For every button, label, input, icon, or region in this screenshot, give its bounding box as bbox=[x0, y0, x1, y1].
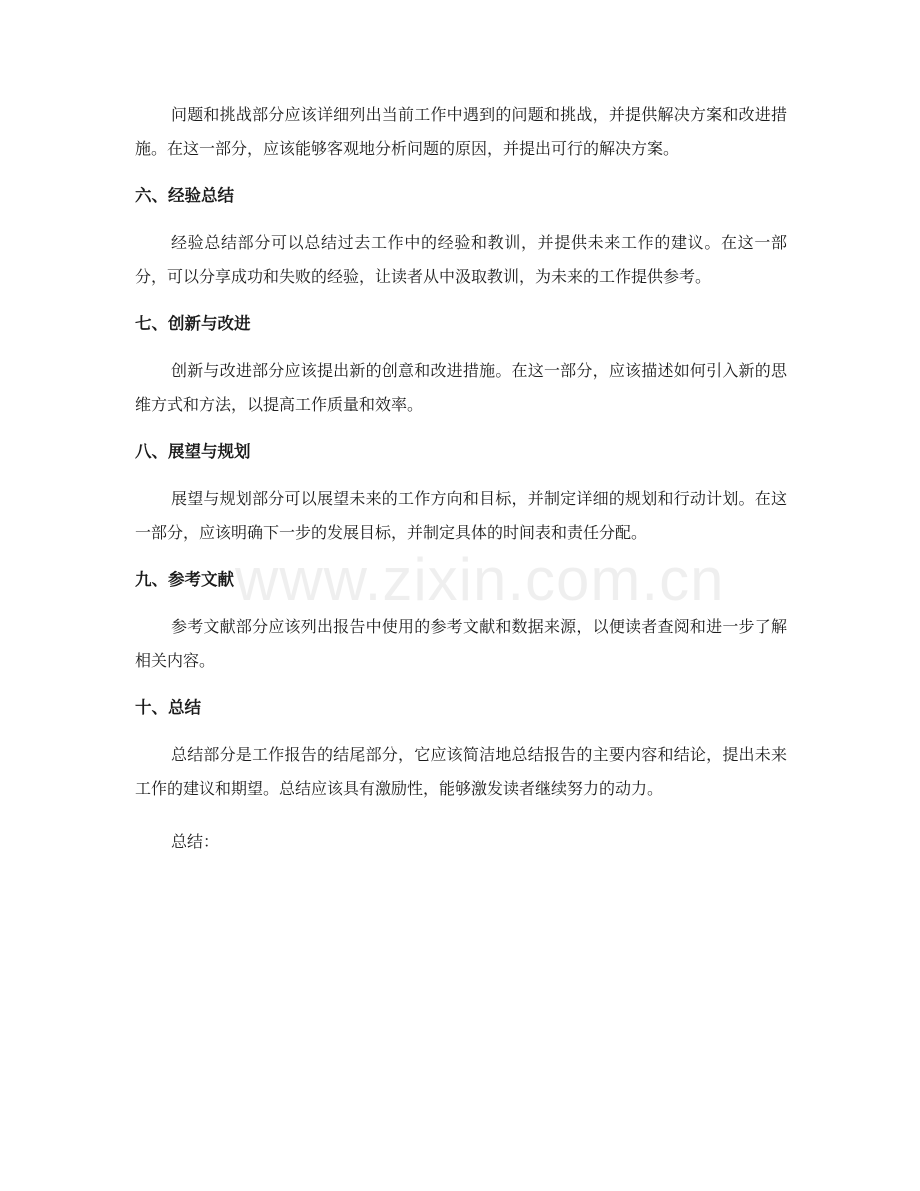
paragraph-conclusion: 总结部分是工作报告的结尾部分，它应该简洁地总结报告的主要内容和结论，提出未来工作的建议和期望。总结应该具有激励性，能够激发读者继续努力的动力。 bbox=[135, 745, 787, 798]
paragraph-experience-summary: 经验总结部分可以总结过去工作中的经验和教训，并提供未来工作的建议。在这一部分，可以分享成功和失败的经验，让读者从中汲取教训，为未来的工作提供参考。 bbox=[135, 233, 787, 286]
paragraph-references: 参考文献部分应该列出报告中使用的参考文献和数据来源，以便读者查阅和进一步了解相关内容。 bbox=[135, 617, 787, 670]
paragraph-innovation-improvement: 创新与改进部分应该提出新的创意和改进措施。在这一部分，应该描述如何引入新的思维方式和方法，以提高工作质量和效率。 bbox=[135, 361, 787, 414]
watermark-text: www.zixin.com.cn bbox=[235, 546, 725, 613]
heading-references: 九、参考文献 bbox=[135, 570, 234, 589]
paragraph-summary-label: 总结： bbox=[171, 832, 220, 851]
heading-innovation-improvement: 七、创新与改进 bbox=[135, 314, 251, 333]
paragraph-outlook-planning: 展望与规划部分可以展望未来的工作方向和目标，并制定详细的规划和行动计划。在这一部分，应该明确下一步的发展目标，并制定具体的时间表和责任分配。 bbox=[135, 489, 787, 542]
paragraph-problems-challenges: 问题和挑战部分应该详细列出当前工作中遇到的问题和挑战，并提供解决方案和改进措施。在这一部分，应该能够客观地分析问题的原因，并提出可行的解决方案。 bbox=[135, 105, 787, 158]
document-body bbox=[135, 98, 787, 859]
heading-outlook-planning: 八、展望与规划 bbox=[135, 442, 251, 461]
heading-conclusion: 十、总结 bbox=[135, 698, 201, 717]
heading-experience-summary: 六、经验总结 bbox=[135, 186, 234, 205]
